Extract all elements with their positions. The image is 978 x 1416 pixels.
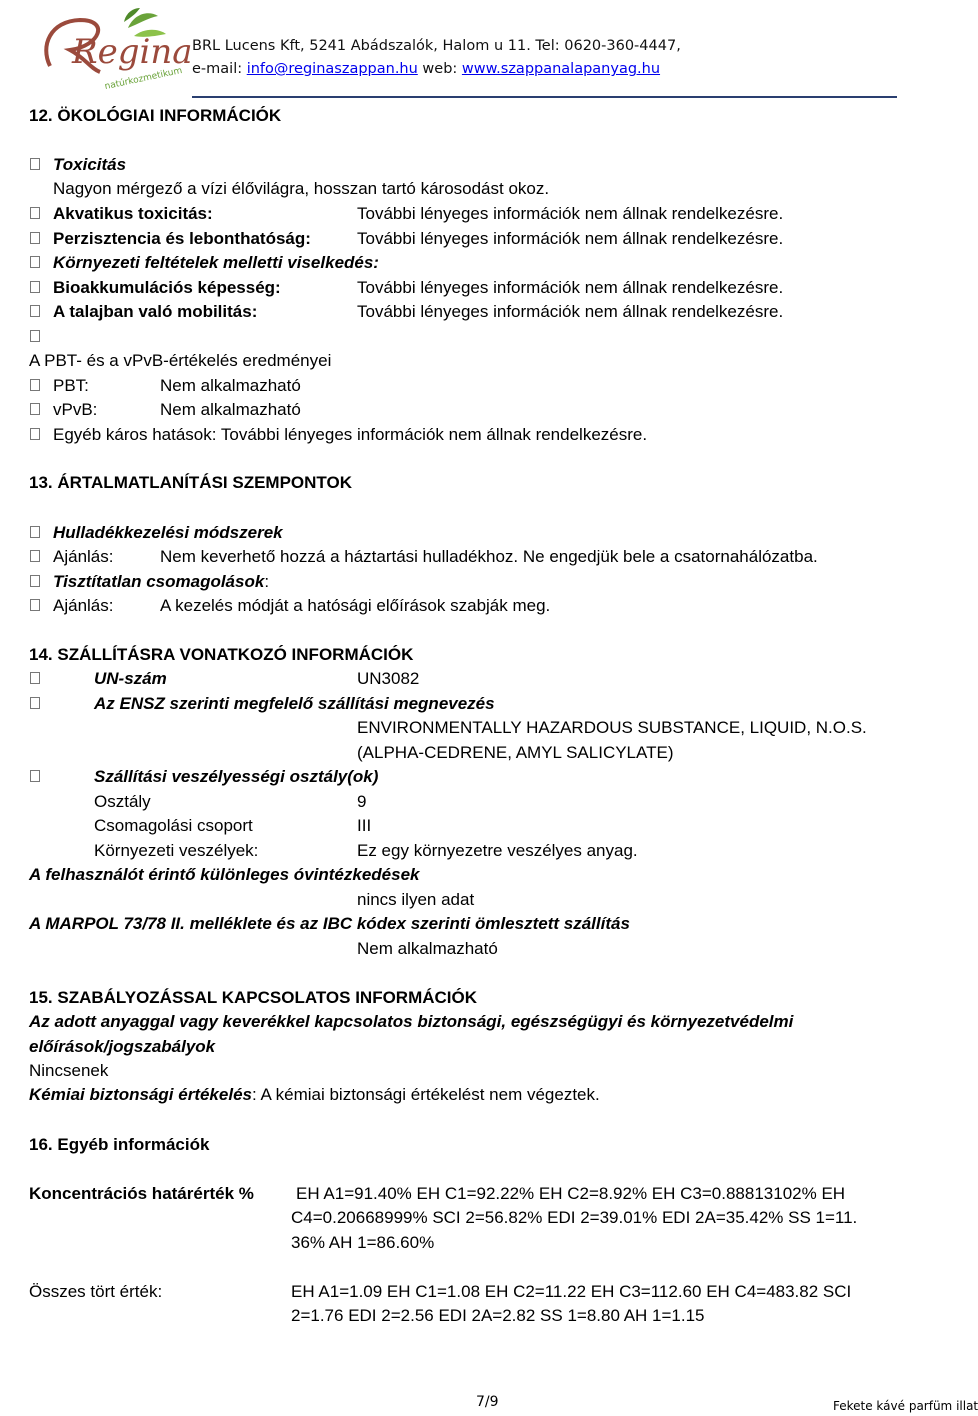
bullet-icon: [30, 256, 40, 268]
env-hazards-label: Környezeti veszélyek:: [94, 841, 259, 860]
logo-text: Regina: [72, 32, 193, 72]
bullet-icon: [30, 305, 40, 317]
shipping-name-line-1: ENVIRONMENTALLY HAZARDOUS SUBSTANCE, LIQUID, N.O.S.: [357, 718, 867, 737]
marpol-value: Nem alkalmazható: [357, 939, 498, 958]
section-13-title: 13. ÁRTALMATLANÍTÁSI SZEMPONTOK: [29, 473, 352, 492]
chemical-safety-label: Kémiai biztonsági értékelés: [29, 1085, 252, 1104]
uncleaned-packaging: [53, 572, 269, 592]
bullet-icon: [30, 526, 40, 538]
uncleaned-packaging-label: Tisztítatlan csomagolások: [53, 572, 265, 591]
recommendation-label: Ajánlás:: [53, 596, 114, 615]
bioaccumulation-value: További lényeges információk nem állnak rendelkezésre.: [357, 278, 784, 297]
un-number-value: UN3082: [357, 669, 420, 688]
vpvb-value: Nem alkalmazható: [160, 400, 301, 419]
un-number-label: UN-szám: [94, 669, 167, 688]
env-behaviour-label: Környezeti feltételek melletti viselkedés:: [53, 253, 379, 272]
logo: [30, 6, 193, 96]
bullet-icon: [30, 672, 40, 684]
product-name: Fekete kávé parfüm illat: [833, 1399, 978, 1413]
toxicity-label: Toxicitás: [53, 155, 127, 174]
aquatic-toxicity-value: További lényeges információk nem állnak rendelkezésre.: [357, 204, 784, 223]
other-effects: Egyéb káros hatások: További lényeges információk nem állnak rendelkezésre.: [53, 425, 648, 444]
uncleaned-packaging-colon: :: [264, 572, 270, 591]
section-14-title: 14. SZÁLLÍTÁSRA VONATKOZÓ INFORMÁCIÓK: [29, 645, 414, 664]
persistence-value: További lényeges információk nem állnak rendelkezésre.: [357, 229, 784, 248]
chemical-safety: [29, 1085, 600, 1105]
section-16-title: 16. Egyéb információk: [29, 1135, 210, 1154]
toxicity-text: Nagyon mérgező a vízi élővilágra, hosszan tartó károsodást okoz.: [53, 179, 550, 198]
concentration-label: Koncentrációs határérték %: [29, 1184, 254, 1203]
user-precautions-label: A felhasználót érintő különleges óvintézkedések: [29, 865, 420, 884]
user-precautions-value: nincs ilyen adat: [357, 890, 475, 909]
logo-subtext: natúrkozmetikum: [103, 65, 184, 93]
bullet-icon: [30, 281, 40, 293]
bullet-icon: [30, 697, 40, 709]
concentration-line-1: EH A1=91.40% EH C1=92.22% EH C2=8.92% EH C3=0.88813102% EH: [296, 1184, 846, 1203]
bullet-icon: [30, 575, 40, 587]
bullet-icon: [30, 403, 40, 415]
pbt-label: PBT:: [53, 376, 89, 395]
section-15-title: 15. SZABÁLYOZÁSSAL KAPCSOLATOS INFORMÁCIÓK: [29, 988, 478, 1007]
sum-line-1: EH A1=1.09 EH C1=1.08 EH C2=11.22 EH C3=112.60 EH C4=483.82 SCI: [291, 1282, 852, 1301]
bullet-icon: [30, 599, 40, 611]
web-link[interactable]: www.szappanalapanyag.hu: [461, 61, 661, 77]
pbt-title: A PBT- és a vPvB-értékelés eredményei: [29, 351, 332, 370]
bullet-icon: [30, 770, 40, 782]
concentration-line-2: C4=0.20668999% SCI 2=56.82% EDI 2=39.01% EDI 2A=35.42% SS 1=11.: [291, 1208, 858, 1227]
web-label: web:: [417, 61, 462, 77]
bullet-icon: [30, 428, 40, 440]
page-number: 7/9: [476, 1394, 499, 1410]
bullet-icon: [30, 550, 40, 562]
recommendation-label: Ajánlás:: [53, 547, 114, 566]
bullet-icon: [30, 207, 40, 219]
vpvb-label: vPvB:: [53, 400, 98, 419]
email-link[interactable]: info@reginaszappan.hu: [246, 61, 418, 77]
contact-line: [192, 59, 660, 79]
shipping-name-label: Az ENSZ szerinti megfelelő szállítási megnevezés: [94, 694, 495, 713]
regulation-none: Nincsenek: [29, 1061, 109, 1080]
class-label: Osztály: [94, 792, 151, 811]
chemical-safety-value: : A kémiai biztonsági értékelést nem végeztek.: [251, 1085, 600, 1104]
recommendation-value: Nem keverhető hozzá a háztartási hulladékhoz. Ne engedjük bele a csatornahálózatba.: [160, 547, 818, 566]
bullet-icon: [30, 232, 40, 244]
bullet-icon: [30, 158, 40, 170]
header-rule: [192, 96, 897, 98]
persistence-label: Perzisztencia és lebonthatóság:: [53, 229, 311, 248]
env-hazards-value: Ez egy környezetre veszélyes anyag.: [357, 841, 638, 860]
concentration-line-3: 36% AH 1=86.60%: [291, 1233, 435, 1252]
marpol-label: A MARPOL 73/78 II. melléklete és az IBC kódex szerinti ömlesztett szállítás: [29, 914, 630, 933]
email-label: e-mail:: [192, 61, 247, 77]
sum-line-2: 2=1.76 EDI 2=2.56 EDI 2A=2.82 SS 1=8.80 AH 1=1.15: [291, 1306, 705, 1325]
company-line: BRL Lucens Kft, 5241 Abádszalók, Halom u 11. Tel: 0620-360-4447,: [192, 38, 681, 54]
regulation-line-2: előírások/jogszabályok: [29, 1037, 216, 1056]
hazard-class-label: Szállítási veszélyességi osztály(ok): [94, 767, 379, 786]
packing-group-label: Csomagolási csoport: [94, 816, 253, 835]
soil-mobility-label: A talajban való mobilitás:: [53, 302, 258, 321]
bioaccumulation-label: Bioakkumulációs képesség:: [53, 278, 281, 297]
waste-methods-label: Hulladékkezelési módszerek: [53, 523, 283, 542]
bullet-icon: [30, 379, 40, 391]
pbt-value: Nem alkalmazható: [160, 376, 301, 395]
soil-mobility-value: További lényeges információk nem állnak rendelkezésre.: [357, 302, 784, 321]
class-value: 9: [357, 792, 367, 811]
aquatic-toxicity-label: Akvatikus toxicitás:: [53, 204, 213, 223]
sum-label: Összes tört érték:: [29, 1282, 163, 1301]
shipping-name-line-2: (ALPHA-CEDRENE, AMYL SALICYLATE): [357, 743, 674, 762]
recommendation-value: A kezelés módját a hatósági előírások szabják meg.: [160, 596, 551, 615]
packing-group-value: III: [357, 816, 372, 835]
regulation-line-1: Az adott anyaggal vagy keverékkel kapcsolatos biztonsági, egészségügyi és környezetvédelmi: [29, 1012, 794, 1031]
bullet-icon: [30, 330, 40, 342]
section-12-title: 12. ÖKOLÓGIAI INFORMÁCIÓK: [29, 106, 282, 125]
